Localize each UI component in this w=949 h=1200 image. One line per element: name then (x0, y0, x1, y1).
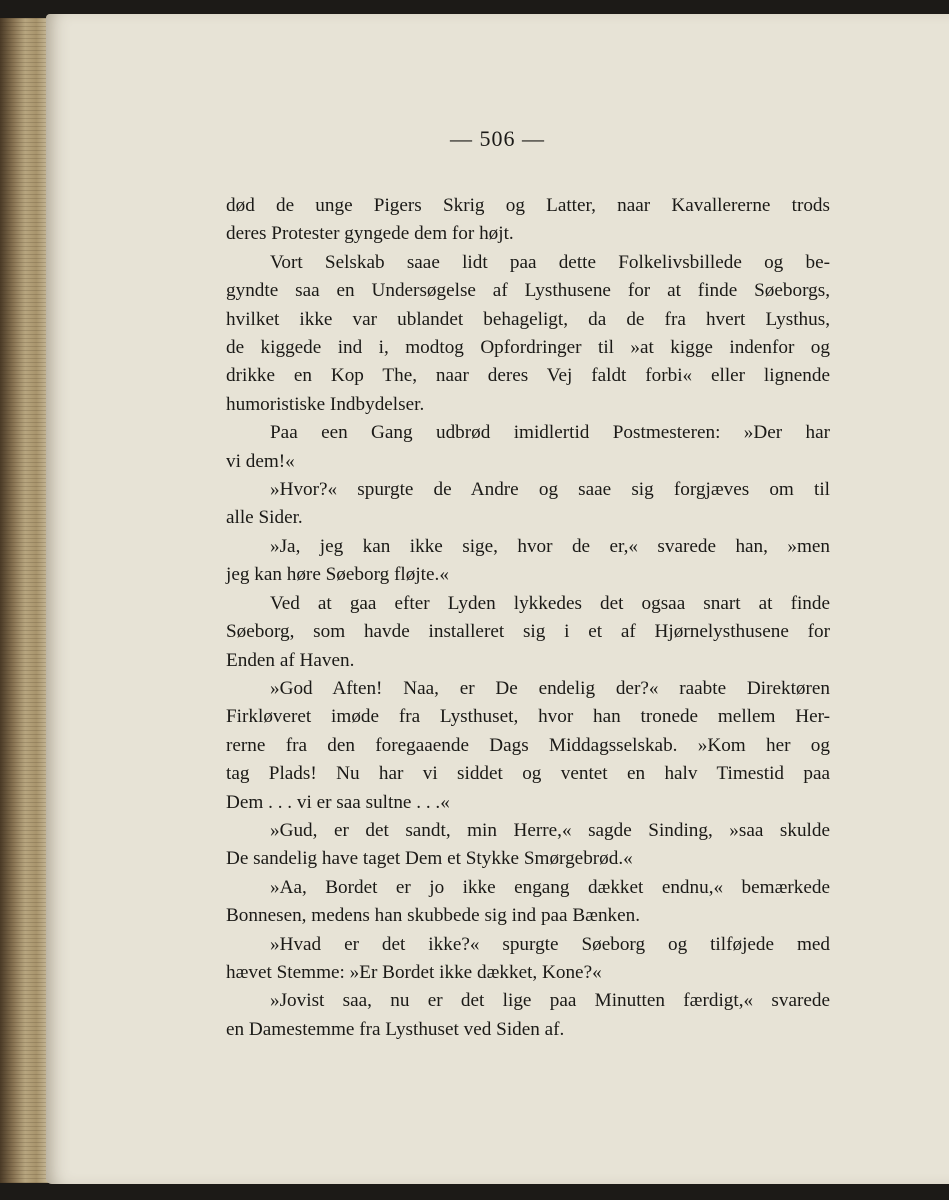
text-line: »Gud, er det sandt, min Herre,« sagde Sinding, »saa skulde (270, 819, 830, 841)
paragraph (226, 675, 830, 817)
text-line: humoristiske Indbydelser. (226, 393, 425, 415)
text-line: hævet Stemme: »Er Bordet ikke dækket, Kone?« (226, 961, 602, 983)
text-line: de kiggede ind i, modtog Opfordringer til »at kigge indenfor og (226, 337, 830, 359)
text-line: Firkløveret imøde fra Lysthuset, hvor han tronede mellem Her- (226, 706, 830, 728)
paragraph (226, 931, 830, 988)
text-line: tag Plads! Nu har vi siddet og ventet en halv Timestid paa (226, 763, 830, 785)
text-line: Enden af Haven. (226, 649, 355, 671)
text-line: hvilket ikke var ublandet behageligt, da de fra hvert Lysthus, (226, 308, 830, 330)
text-line: De sandelig have taget Dem et Stykke Smørgebrød.« (226, 848, 633, 870)
text-line: drikke en Kop The, naar deres Vej faldt forbi« eller lignende (226, 365, 830, 387)
body-text (226, 192, 830, 1044)
text-line: jeg kan høre Søeborg fløjte.« (226, 564, 449, 586)
text-line: død de unge Pigers Skrig og Latter, naar Kavallererne trods (226, 195, 830, 216)
text-line: »Hvad er det ikke?« spurgte Søeborg og tilføjede med (270, 933, 830, 955)
text-line: alle Sider. (226, 507, 303, 529)
text-line: »Aa, Bordet er jo ikke engang dækket endnu,« bemærkede (270, 876, 830, 898)
page-sheet (46, 14, 949, 1184)
text-line: en Damestemme fra Lysthuset ved Siden af. (226, 1018, 565, 1040)
text-line: Dem . . . vi er saa sultne . . .« (226, 791, 450, 813)
paragraph (226, 533, 830, 590)
text-line: Paa een Gang udbrød imidlertid Postmesteren: »Der har (270, 422, 830, 444)
text-line: Bonnesen, medens han skubbede sig ind paa Bænken. (226, 905, 641, 927)
text-line: rerne fra den foregaaende Dags Middagsselskab. »Kom her og (226, 734, 830, 756)
text-line: »Jovist saa, nu er det lige paa Minutten færdigt,« svarede (270, 990, 830, 1012)
text-line: deres Protester gyngede dem for højt. (226, 223, 514, 245)
page-number: — 506 — (450, 126, 545, 151)
text-line: gyndte saa en Undersøgelse af Lysthusene for at finde Søeborgs, (226, 280, 830, 302)
paragraph (226, 419, 830, 476)
paragraph (226, 192, 830, 249)
text-line: vi dem!« (226, 450, 295, 472)
paragraph (226, 249, 830, 419)
paragraph (226, 476, 830, 533)
paragraph (226, 874, 830, 931)
paragraph (226, 817, 830, 874)
text-line: Ved at gaa efter Lyden lykkedes det ogsaa snart at finde (270, 592, 830, 614)
paragraph (226, 590, 830, 675)
text-line: »God Aften! Naa, er De endelig der?« raabte Direktøren (270, 677, 830, 699)
text-line: »Hvor?« spurgte de Andre og saae sig forgjæves om til (270, 479, 830, 501)
paragraph (226, 987, 830, 1044)
text-line: Vort Selskab saae lidt paa dette Folkelivsbillede og be- (270, 251, 830, 273)
text-line: »Ja, jeg kan ikke sige, hvor de er,« svarede han, »men (270, 535, 830, 557)
text-line: Søeborg, som havde installeret sig i et af Hjørnelysthusene for (226, 621, 830, 643)
